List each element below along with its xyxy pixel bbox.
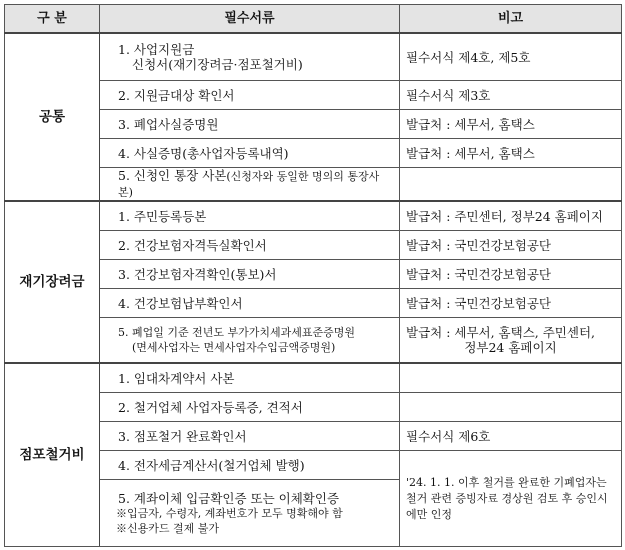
remark-line: 정부24 홈페이지 xyxy=(464,340,557,355)
document-line: 2. 건강보험자격득실확인서 xyxy=(118,237,267,253)
document-note: (신청자와 동일한 명의의 통장사본) xyxy=(118,170,380,199)
remark-cell: 발급처 : 세무서, 홈택스 xyxy=(400,139,622,168)
document-line: 3. 폐업사실증명원 xyxy=(118,116,219,132)
remark-cell: 필수서식 제4호, 제5호 xyxy=(400,33,622,81)
document-line: 2. 철거업체 사업자등록증, 견적서 xyxy=(118,399,303,415)
document-cell xyxy=(100,231,400,260)
document-line: 4. 건강보험납부확인서 xyxy=(118,295,243,311)
document-note: ※입금자, 수령자, 계좌번호가 모두 명확해야 함 xyxy=(116,506,343,520)
document-line xyxy=(106,168,393,200)
remark-cell xyxy=(400,168,622,202)
document-line: 3. 건강보험자격확인(통보)서 xyxy=(118,266,277,282)
category-store-demolition: 점포철거비 xyxy=(5,363,100,547)
document-cell xyxy=(100,318,400,364)
document-line: 4. 사실증명(총사업자등록내역) xyxy=(118,145,289,161)
document-line: 4. 전자세금계산서(철거업체 발행) xyxy=(118,457,305,473)
document-cell xyxy=(100,81,400,110)
table-row xyxy=(5,33,622,81)
document-note: ※신용카드 결제 불가 xyxy=(116,521,220,535)
section-restart-incentive xyxy=(5,201,622,363)
section-store-demolition xyxy=(5,363,622,547)
remark-cell xyxy=(400,318,622,364)
document-line: 5. 계좌이체 입금확인증 또는 이체확인증 xyxy=(118,490,340,506)
document-line: (면세사업자는 면세사업자수입금액증명원) xyxy=(132,341,336,354)
remark-cell: 발급처 : 세무서, 홈택스 xyxy=(400,110,622,139)
document-line: 1. 주민등록등본 xyxy=(118,208,207,224)
document-cell xyxy=(100,139,400,168)
document-line: 3. 점포철거 완료확인서 xyxy=(118,428,247,444)
remark-cell: 필수서식 제6호 xyxy=(400,422,622,451)
remark-cell: 발급처 : 국민건강보험공단 xyxy=(400,289,622,318)
document-cell xyxy=(100,289,400,318)
document-cell xyxy=(100,480,400,547)
remark-cell: 발급처 : 국민건강보험공단 xyxy=(400,231,622,260)
remark-cell: 발급처 : 국민건강보험공단 xyxy=(400,260,622,289)
header-row xyxy=(5,5,622,34)
remark-cell: '24. 1. 1. 이후 철거를 완료한 기폐업자는 철거 관련 증빙자료 경상원 검토 후 승인시에만 인정 xyxy=(400,451,622,547)
category-restart-incentive: 재기장려금 xyxy=(5,201,100,363)
document-text: 5. 신청인 통장 사본 xyxy=(118,168,227,183)
remark-line: 발급처 : 세무서, 홈택스, 주민센터, xyxy=(406,325,596,340)
document-cell xyxy=(100,260,400,289)
remark-cell xyxy=(400,393,622,422)
required-documents-table xyxy=(4,4,622,547)
remark-cell: 필수서식 제3호 xyxy=(400,81,622,110)
table-row xyxy=(5,363,622,393)
document-cell xyxy=(100,168,400,202)
required-documents-table-container xyxy=(4,4,621,547)
document-cell xyxy=(100,33,400,81)
header-category: 구 분 xyxy=(5,5,100,34)
section-common xyxy=(5,33,622,201)
document-line: 1. 사업지원금 xyxy=(118,42,195,57)
category-common: 공통 xyxy=(5,33,100,201)
table-row xyxy=(5,201,622,231)
document-cell xyxy=(100,201,400,231)
document-cell xyxy=(100,393,400,422)
remark-cell xyxy=(400,363,622,393)
header-documents: 필수서류 xyxy=(100,5,400,34)
header-remarks: 비고 xyxy=(400,5,622,34)
document-line: 1. 임대차계약서 사본 xyxy=(118,370,235,386)
document-line: 신청서(재기장려금·점포철거비) xyxy=(132,57,303,72)
document-cell xyxy=(100,363,400,393)
document-line: 2. 지원금대상 확인서 xyxy=(118,87,235,103)
document-cell xyxy=(100,110,400,139)
document-cell xyxy=(100,451,400,480)
document-line: 5. 폐업일 기준 전년도 부가가치세과세표준증명원 xyxy=(118,326,355,339)
document-cell xyxy=(100,422,400,451)
remark-cell: 발급처 : 주민센터, 정부24 홈페이지 xyxy=(400,201,622,231)
